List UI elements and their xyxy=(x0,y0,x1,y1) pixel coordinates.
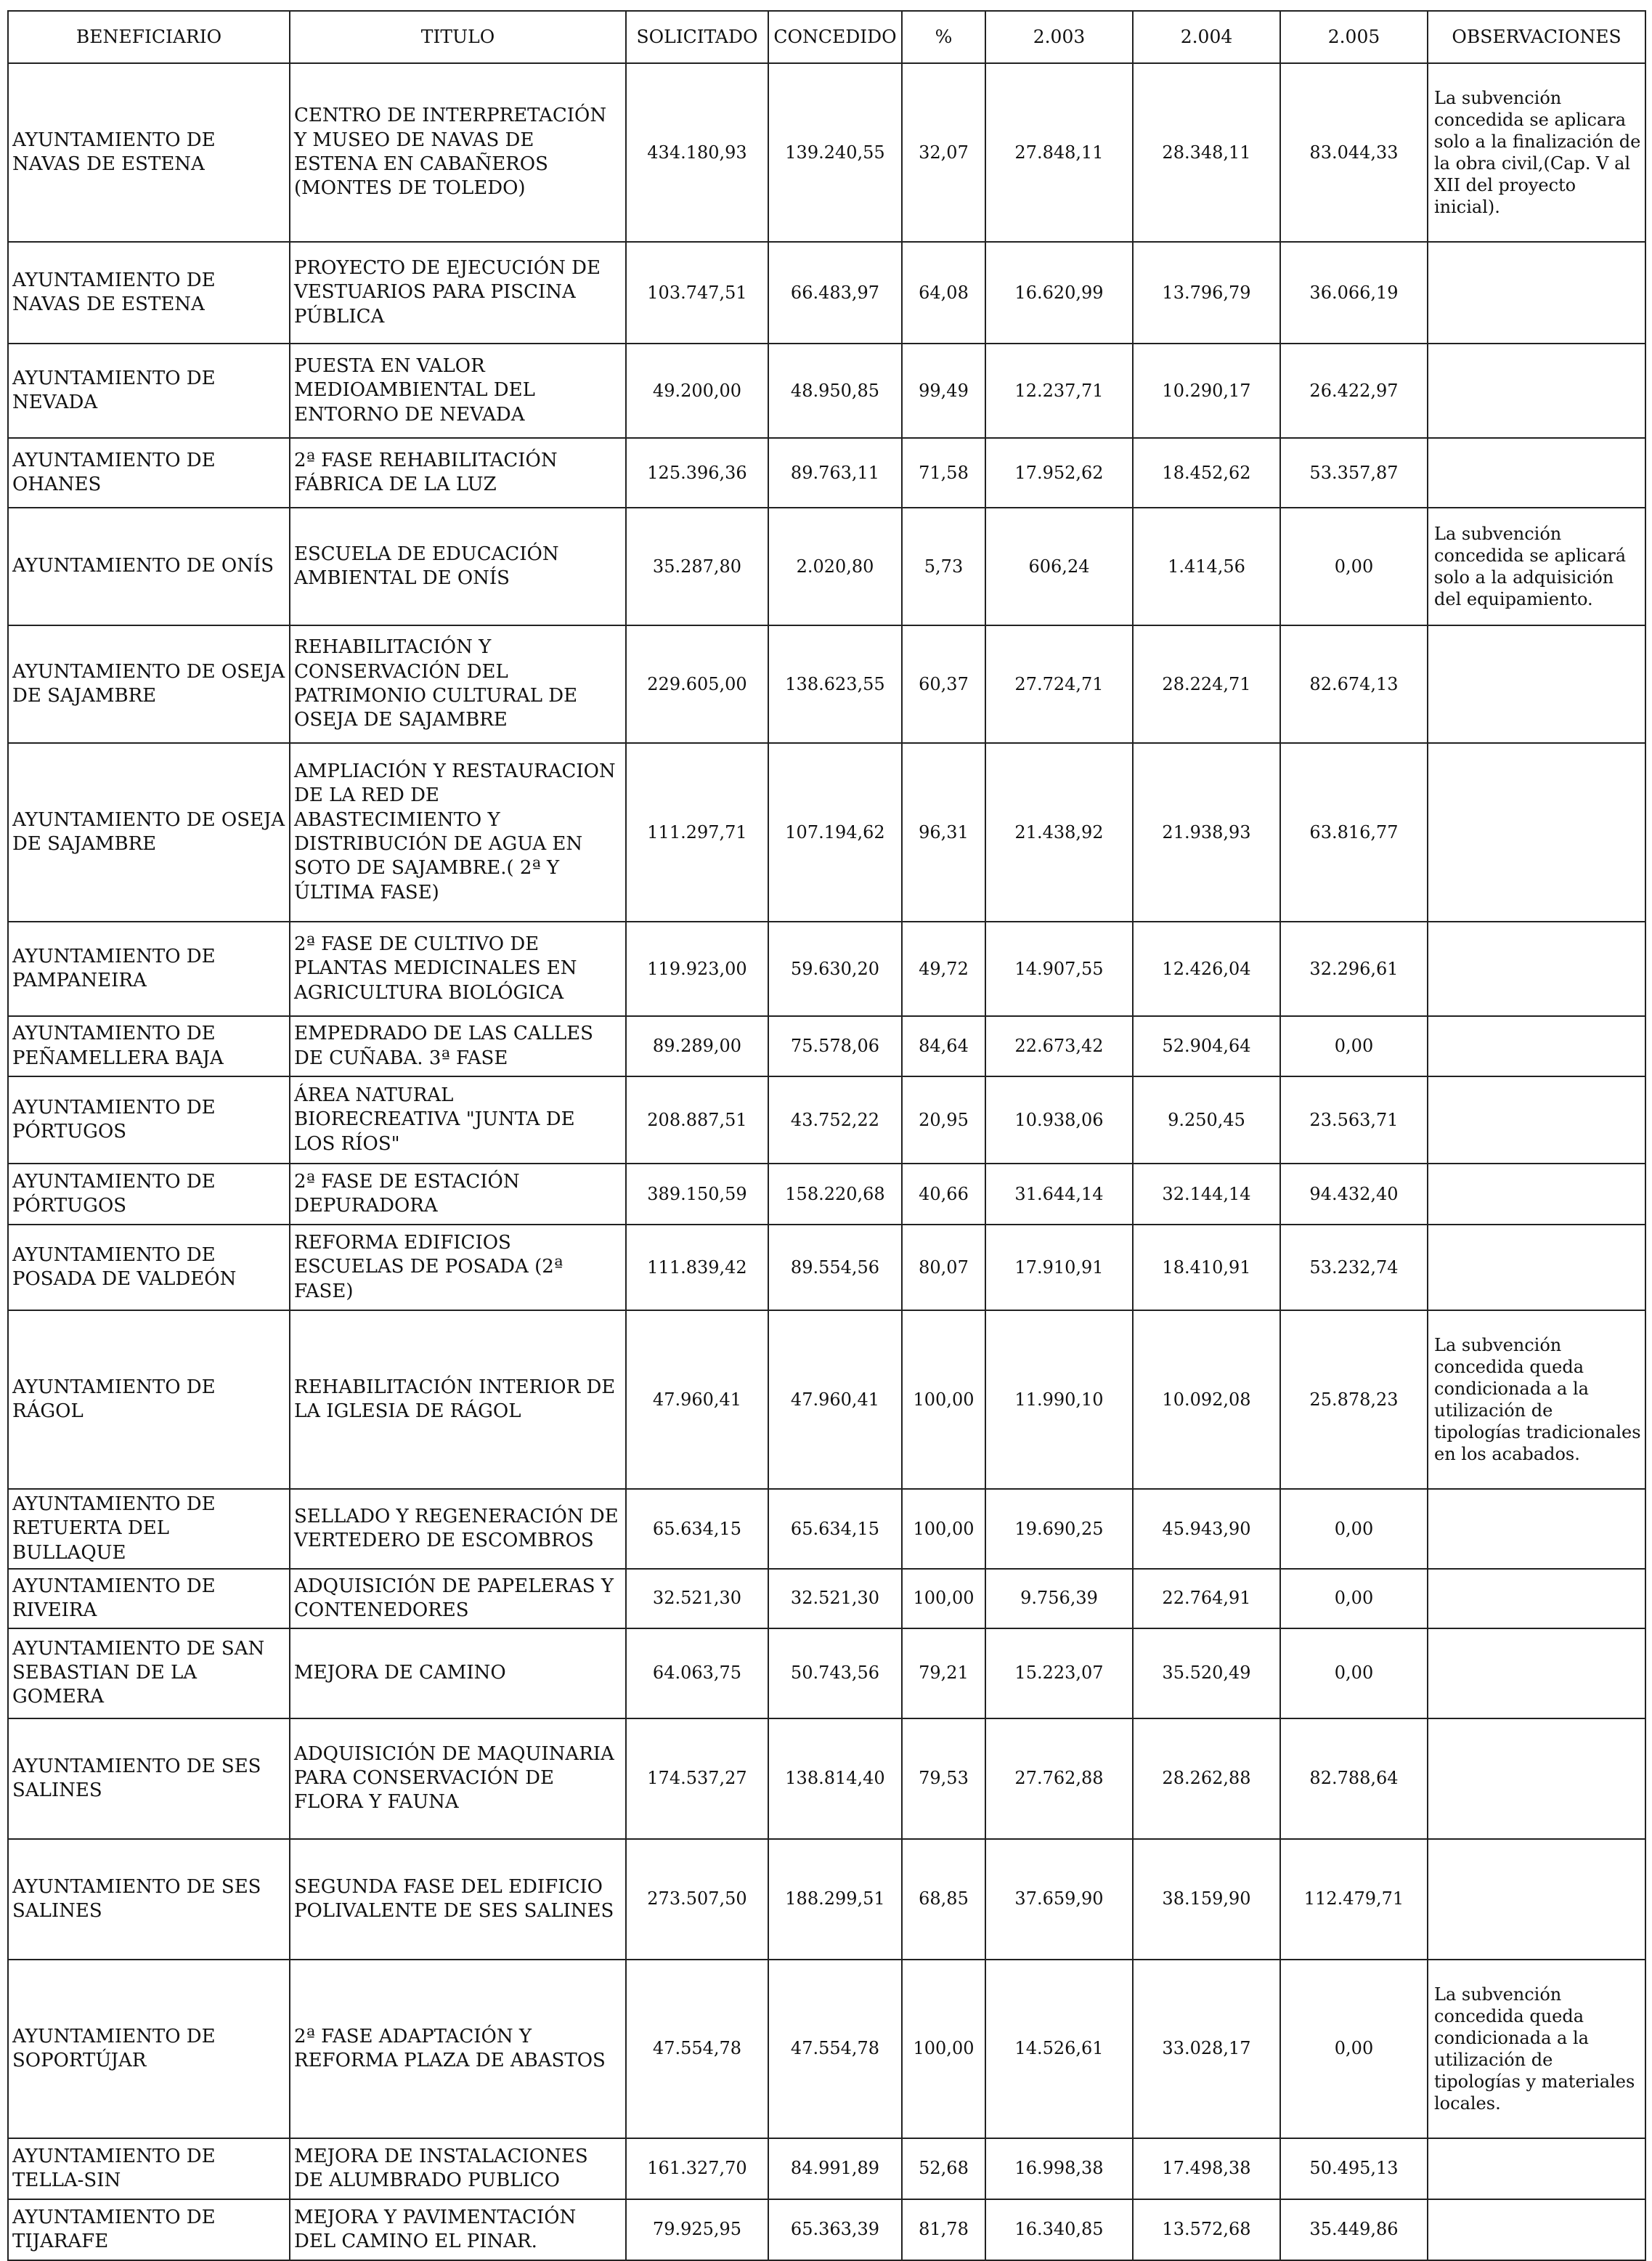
cell-2003: 16.620,99 xyxy=(985,242,1133,344)
cell-concedido: 47.554,78 xyxy=(768,1960,902,2138)
cell-beneficiario: AYUNTAMIENTO DE RÁGOL xyxy=(8,1310,290,1489)
table-row xyxy=(8,344,1645,438)
cell-concedido: 48.950,85 xyxy=(768,344,902,438)
cell-titulo: REFORMA EDIFICIOS ESCUELAS DE POSADA (2ª FASE) xyxy=(290,1225,626,1310)
table-row xyxy=(8,2199,1645,2260)
cell-solicitado: 35.287,80 xyxy=(626,508,768,625)
cell-percent: 71,58 xyxy=(902,438,985,508)
cell-titulo: ESCUELA DE EDUCACIÓN AMBIENTAL DE ONÍS xyxy=(290,508,626,625)
cell-2004: 45.943,90 xyxy=(1133,1489,1280,1569)
table-row xyxy=(8,1960,1645,2138)
cell-solicitado: 434.180,93 xyxy=(626,63,768,242)
cell-concedido: 43.752,22 xyxy=(768,1076,902,1164)
cell-beneficiario: AYUNTAMIENTO DE SOPORTÚJAR xyxy=(8,1960,290,2138)
cell-percent: 100,00 xyxy=(902,1489,985,1569)
cell-2004: 10.290,17 xyxy=(1133,344,1280,438)
table-row xyxy=(8,438,1645,508)
cell-concedido: 138.623,55 xyxy=(768,625,902,743)
cell-observaciones xyxy=(1428,922,1645,1016)
cell-beneficiario: AYUNTAMIENTO DE PÓRTUGOS xyxy=(8,1164,290,1225)
cell-concedido: 107.194,62 xyxy=(768,743,902,922)
cell-solicitado: 273.507,50 xyxy=(626,1839,768,1960)
header-concedido: CONCEDIDO xyxy=(768,11,902,63)
header-observaciones: OBSERVACIONES xyxy=(1428,11,1645,63)
cell-2003: 14.907,55 xyxy=(985,922,1133,1016)
cell-2003: 606,24 xyxy=(985,508,1133,625)
cell-concedido: 65.634,15 xyxy=(768,1489,902,1569)
cell-observaciones xyxy=(1428,1016,1645,1076)
cell-percent: 96,31 xyxy=(902,743,985,922)
cell-observaciones xyxy=(1428,625,1645,743)
cell-2003: 17.952,62 xyxy=(985,438,1133,508)
cell-percent: 81,78 xyxy=(902,2199,985,2260)
cell-2005: 53.357,87 xyxy=(1280,438,1428,508)
table-row xyxy=(8,1569,1645,1628)
table-row xyxy=(8,1016,1645,1076)
cell-concedido: 158.220,68 xyxy=(768,1164,902,1225)
table-row xyxy=(8,1076,1645,1164)
cell-2005: 83.044,33 xyxy=(1280,63,1428,242)
cell-percent: 49,72 xyxy=(902,922,985,1016)
cell-concedido: 89.763,11 xyxy=(768,438,902,508)
cell-beneficiario: AYUNTAMIENTO DE PAMPANEIRA xyxy=(8,922,290,1016)
subsidy-table xyxy=(7,10,1646,2261)
cell-2004: 10.092,08 xyxy=(1133,1310,1280,1489)
cell-2003: 17.910,91 xyxy=(985,1225,1133,1310)
cell-2004: 28.262,88 xyxy=(1133,1718,1280,1839)
cell-percent: 64,08 xyxy=(902,242,985,344)
cell-2003: 16.340,85 xyxy=(985,2199,1133,2260)
cell-percent: 84,64 xyxy=(902,1016,985,1076)
table-row xyxy=(8,63,1645,242)
cell-percent: 60,37 xyxy=(902,625,985,743)
table-row xyxy=(8,242,1645,344)
cell-2004: 17.498,38 xyxy=(1133,2138,1280,2199)
header-2005: 2.005 xyxy=(1280,11,1428,63)
cell-titulo: CENTRO DE INTERPRETACIÓN Y MUSEO DE NAVAS DE ESTENA EN CABAÑEROS (MONTES DE TOLEDO) xyxy=(290,63,626,242)
cell-2005: 53.232,74 xyxy=(1280,1225,1428,1310)
cell-2005: 32.296,61 xyxy=(1280,922,1428,1016)
cell-observaciones xyxy=(1428,438,1645,508)
cell-2003: 21.438,92 xyxy=(985,743,1133,922)
cell-titulo: AMPLIACIÓN Y RESTAURACION DE LA RED DE ABASTECIMIENTO Y DISTRIBUCIÓN DE AGUA EN SOTO DE SAJAMBRE.( 2ª Y ÚLTIMA FASE) xyxy=(290,743,626,922)
cell-concedido: 47.960,41 xyxy=(768,1310,902,1489)
cell-beneficiario: AYUNTAMIENTO DE SES SALINES xyxy=(8,1718,290,1839)
header-row xyxy=(8,11,1645,63)
cell-solicitado: 389.150,59 xyxy=(626,1164,768,1225)
table-row xyxy=(8,1225,1645,1310)
cell-percent: 100,00 xyxy=(902,1310,985,1489)
cell-2004: 18.452,62 xyxy=(1133,438,1280,508)
cell-beneficiario: AYUNTAMIENTO DE RETUERTA DEL BULLAQUE xyxy=(8,1489,290,1569)
cell-2004: 18.410,91 xyxy=(1133,1225,1280,1310)
cell-2005: 26.422,97 xyxy=(1280,344,1428,438)
cell-solicitado: 49.200,00 xyxy=(626,344,768,438)
cell-beneficiario: AYUNTAMIENTO DE OSEJA DE SAJAMBRE xyxy=(8,743,290,922)
cell-solicitado: 47.960,41 xyxy=(626,1310,768,1489)
table-row xyxy=(8,1489,1645,1569)
cell-titulo: ADQUISICIÓN DE PAPELERAS Y CONTENEDORES xyxy=(290,1569,626,1628)
cell-beneficiario: AYUNTAMIENTO DE SES SALINES xyxy=(8,1839,290,1960)
cell-2005: 0,00 xyxy=(1280,1628,1428,1718)
cell-2004: 12.426,04 xyxy=(1133,922,1280,1016)
cell-2004: 35.520,49 xyxy=(1133,1628,1280,1718)
table-row xyxy=(8,1310,1645,1489)
table-row xyxy=(8,1628,1645,1718)
cell-solicitado: 161.327,70 xyxy=(626,2138,768,2199)
cell-2005: 82.788,64 xyxy=(1280,1718,1428,1839)
table-row xyxy=(8,1839,1645,1960)
cell-percent: 52,68 xyxy=(902,2138,985,2199)
cell-percent: 79,53 xyxy=(902,1718,985,1839)
cell-beneficiario: AYUNTAMIENTO DE ONÍS xyxy=(8,508,290,625)
cell-observaciones: La subvención concedida queda condicionada a la utilización de tipologías y materiales locales. xyxy=(1428,1960,1645,2138)
cell-2005: 50.495,13 xyxy=(1280,2138,1428,2199)
cell-concedido: 2.020,80 xyxy=(768,508,902,625)
cell-concedido: 188.299,51 xyxy=(768,1839,902,1960)
cell-2005: 0,00 xyxy=(1280,1489,1428,1569)
cell-observaciones xyxy=(1428,344,1645,438)
cell-2003: 10.938,06 xyxy=(985,1076,1133,1164)
cell-2005: 25.878,23 xyxy=(1280,1310,1428,1489)
cell-observaciones xyxy=(1428,1489,1645,1569)
cell-titulo: REHABILITACIÓN INTERIOR DE LA IGLESIA DE RÁGOL xyxy=(290,1310,626,1489)
cell-2004: 13.572,68 xyxy=(1133,2199,1280,2260)
cell-titulo: PUESTA EN VALOR MEDIOAMBIENTAL DEL ENTORNO DE NEVADA xyxy=(290,344,626,438)
cell-2005: 0,00 xyxy=(1280,1569,1428,1628)
cell-observaciones xyxy=(1428,2138,1645,2199)
cell-concedido: 139.240,55 xyxy=(768,63,902,242)
cell-2004: 38.159,90 xyxy=(1133,1839,1280,1960)
cell-2003: 14.526,61 xyxy=(985,1960,1133,2138)
table-row xyxy=(8,1718,1645,1839)
cell-2004: 9.250,45 xyxy=(1133,1076,1280,1164)
cell-titulo: ÁREA NATURAL BIORECREATIVA "JUNTA DE LOS RÍOS" xyxy=(290,1076,626,1164)
header-beneficiario: BENEFICIARIO xyxy=(8,11,290,63)
cell-observaciones xyxy=(1428,1718,1645,1839)
cell-2003: 19.690,25 xyxy=(985,1489,1133,1569)
cell-solicitado: 208.887,51 xyxy=(626,1076,768,1164)
cell-2003: 12.237,71 xyxy=(985,344,1133,438)
cell-titulo: EMPEDRADO DE LAS CALLES DE CUÑABA. 3ª FASE xyxy=(290,1016,626,1076)
cell-2003: 9.756,39 xyxy=(985,1569,1133,1628)
header-solicitado: SOLICITADO xyxy=(626,11,768,63)
cell-concedido: 75.578,06 xyxy=(768,1016,902,1076)
cell-concedido: 65.363,39 xyxy=(768,2199,902,2260)
cell-2003: 15.223,07 xyxy=(985,1628,1133,1718)
cell-observaciones xyxy=(1428,743,1645,922)
table-row xyxy=(8,625,1645,743)
cell-percent: 32,07 xyxy=(902,63,985,242)
cell-solicitado: 89.289,00 xyxy=(626,1016,768,1076)
cell-beneficiario: AYUNTAMIENTO DE POSADA DE VALDEÓN xyxy=(8,1225,290,1310)
cell-solicitado: 119.923,00 xyxy=(626,922,768,1016)
header-titulo: TITULO xyxy=(290,11,626,63)
cell-beneficiario: AYUNTAMIENTO DE SAN SEBASTIAN DE LA GOMERA xyxy=(8,1628,290,1718)
cell-percent: 79,21 xyxy=(902,1628,985,1718)
cell-2003: 16.998,38 xyxy=(985,2138,1133,2199)
cell-solicitado: 64.063,75 xyxy=(626,1628,768,1718)
cell-2004: 33.028,17 xyxy=(1133,1960,1280,2138)
cell-2003: 27.724,71 xyxy=(985,625,1133,743)
cell-beneficiario: AYUNTAMIENTO DE TELLA-SIN xyxy=(8,2138,290,2199)
cell-2005: 35.449,86 xyxy=(1280,2199,1428,2260)
cell-beneficiario: AYUNTAMIENTO DE NEVADA xyxy=(8,344,290,438)
cell-beneficiario: AYUNTAMIENTO DE NAVAS DE ESTENA xyxy=(8,242,290,344)
cell-observaciones xyxy=(1428,1569,1645,1628)
cell-percent: 40,66 xyxy=(902,1164,985,1225)
cell-percent: 100,00 xyxy=(902,1960,985,2138)
header-2004: 2.004 xyxy=(1133,11,1280,63)
cell-solicitado: 79.925,95 xyxy=(626,2199,768,2260)
cell-observaciones xyxy=(1428,242,1645,344)
cell-2003: 22.673,42 xyxy=(985,1016,1133,1076)
cell-2005: 36.066,19 xyxy=(1280,242,1428,344)
cell-2004: 32.144,14 xyxy=(1133,1164,1280,1225)
cell-titulo: 2ª FASE ADAPTACIÓN Y REFORMA PLAZA DE ABASTOS xyxy=(290,1960,626,2138)
cell-titulo: 2ª FASE DE CULTIVO DE PLANTAS MEDICINALES EN AGRICULTURA BIOLÓGICA xyxy=(290,922,626,1016)
header-2003: 2.003 xyxy=(985,11,1133,63)
cell-beneficiario: AYUNTAMIENTO DE RIVEIRA xyxy=(8,1569,290,1628)
cell-titulo: MEJORA Y PAVIMENTACIÓN DEL CAMINO EL PINAR. xyxy=(290,2199,626,2260)
cell-titulo: MEJORA DE CAMINO xyxy=(290,1628,626,1718)
cell-beneficiario: AYUNTAMIENTO DE PEÑAMELLERA BAJA xyxy=(8,1016,290,1076)
cell-2003: 11.990,10 xyxy=(985,1310,1133,1489)
cell-solicitado: 111.839,42 xyxy=(626,1225,768,1310)
cell-2004: 13.796,79 xyxy=(1133,242,1280,344)
cell-solicitado: 32.521,30 xyxy=(626,1569,768,1628)
cell-2003: 27.762,88 xyxy=(985,1718,1133,1839)
cell-observaciones: La subvención concedida queda condicionada a la utilización de tipologías tradicionales en los acabados. xyxy=(1428,1310,1645,1489)
table-row xyxy=(8,2138,1645,2199)
table-row xyxy=(8,508,1645,625)
cell-titulo: 2ª FASE REHABILITACIÓN FÁBRICA DE LA LUZ xyxy=(290,438,626,508)
cell-observaciones xyxy=(1428,1225,1645,1310)
cell-2005: 94.432,40 xyxy=(1280,1164,1428,1225)
cell-solicitado: 65.634,15 xyxy=(626,1489,768,1569)
cell-percent: 20,95 xyxy=(902,1076,985,1164)
cell-beneficiario: AYUNTAMIENTO DE OHANES xyxy=(8,438,290,508)
cell-2003: 37.659,90 xyxy=(985,1839,1133,1960)
cell-percent: 5,73 xyxy=(902,508,985,625)
cell-2005: 112.479,71 xyxy=(1280,1839,1428,1960)
cell-observaciones: La subvención concedida se aplicará solo a la adquisición del equipamiento. xyxy=(1428,508,1645,625)
cell-2004: 28.348,11 xyxy=(1133,63,1280,242)
cell-2005: 0,00 xyxy=(1280,1960,1428,2138)
cell-beneficiario: AYUNTAMIENTO DE NAVAS DE ESTENA xyxy=(8,63,290,242)
cell-2005: 23.563,71 xyxy=(1280,1076,1428,1164)
cell-beneficiario: AYUNTAMIENTO DE OSEJA DE SAJAMBRE xyxy=(8,625,290,743)
cell-observaciones: La subvención concedida se aplicara solo a la finalización de la obra civil,(Cap. V al XII del proyecto inicial). xyxy=(1428,63,1645,242)
cell-2003: 27.848,11 xyxy=(985,63,1133,242)
cell-titulo: 2ª FASE DE ESTACIÓN DEPURADORA xyxy=(290,1164,626,1225)
table-row xyxy=(8,922,1645,1016)
cell-observaciones xyxy=(1428,1839,1645,1960)
cell-concedido: 89.554,56 xyxy=(768,1225,902,1310)
cell-2004: 1.414,56 xyxy=(1133,508,1280,625)
cell-titulo: SEGUNDA FASE DEL EDIFICIO POLIVALENTE DE SES SALINES xyxy=(290,1839,626,1960)
cell-2003: 31.644,14 xyxy=(985,1164,1133,1225)
cell-titulo: ADQUISICIÓN DE MAQUINARIA PARA CONSERVACIÓN DE FLORA Y FAUNA xyxy=(290,1718,626,1839)
table-row xyxy=(8,1164,1645,1225)
cell-concedido: 32.521,30 xyxy=(768,1569,902,1628)
cell-beneficiario: AYUNTAMIENTO DE TIJARAFE xyxy=(8,2199,290,2260)
cell-percent: 100,00 xyxy=(902,1569,985,1628)
cell-concedido: 66.483,97 xyxy=(768,242,902,344)
cell-concedido: 59.630,20 xyxy=(768,922,902,1016)
cell-solicitado: 47.554,78 xyxy=(626,1960,768,2138)
header-percent: % xyxy=(902,11,985,63)
cell-concedido: 50.743,56 xyxy=(768,1628,902,1718)
cell-2005: 63.816,77 xyxy=(1280,743,1428,922)
cell-2004: 28.224,71 xyxy=(1133,625,1280,743)
cell-2005: 82.674,13 xyxy=(1280,625,1428,743)
cell-concedido: 138.814,40 xyxy=(768,1718,902,1839)
cell-solicitado: 125.396,36 xyxy=(626,438,768,508)
cell-percent: 80,07 xyxy=(902,1225,985,1310)
cell-observaciones xyxy=(1428,1076,1645,1164)
cell-observaciones xyxy=(1428,2199,1645,2260)
cell-titulo: SELLADO Y REGENERACIÓN DE VERTEDERO DE ESCOMBROS xyxy=(290,1489,626,1569)
cell-solicitado: 174.537,27 xyxy=(626,1718,768,1839)
cell-solicitado: 111.297,71 xyxy=(626,743,768,922)
cell-percent: 99,49 xyxy=(902,344,985,438)
cell-titulo: REHABILITACIÓN Y CONSERVACIÓN DEL PATRIMONIO CULTURAL DE OSEJA DE SAJAMBRE xyxy=(290,625,626,743)
cell-2005: 0,00 xyxy=(1280,1016,1428,1076)
cell-2004: 52.904,64 xyxy=(1133,1016,1280,1076)
cell-percent: 68,85 xyxy=(902,1839,985,1960)
table-row xyxy=(8,743,1645,922)
cell-solicitado: 103.747,51 xyxy=(626,242,768,344)
cell-observaciones xyxy=(1428,1628,1645,1718)
cell-solicitado: 229.605,00 xyxy=(626,625,768,743)
cell-2004: 22.764,91 xyxy=(1133,1569,1280,1628)
cell-concedido: 84.991,89 xyxy=(768,2138,902,2199)
cell-2005: 0,00 xyxy=(1280,508,1428,625)
cell-beneficiario: AYUNTAMIENTO DE PÓRTUGOS xyxy=(8,1076,290,1164)
cell-titulo: MEJORA DE INSTALACIONES DE ALUMBRADO PUBLICO xyxy=(290,2138,626,2199)
cell-2004: 21.938,93 xyxy=(1133,743,1280,922)
cell-titulo: PROYECTO DE EJECUCIÓN DE VESTUARIOS PARA PISCINA PÚBLICA xyxy=(290,242,626,344)
cell-observaciones xyxy=(1428,1164,1645,1225)
